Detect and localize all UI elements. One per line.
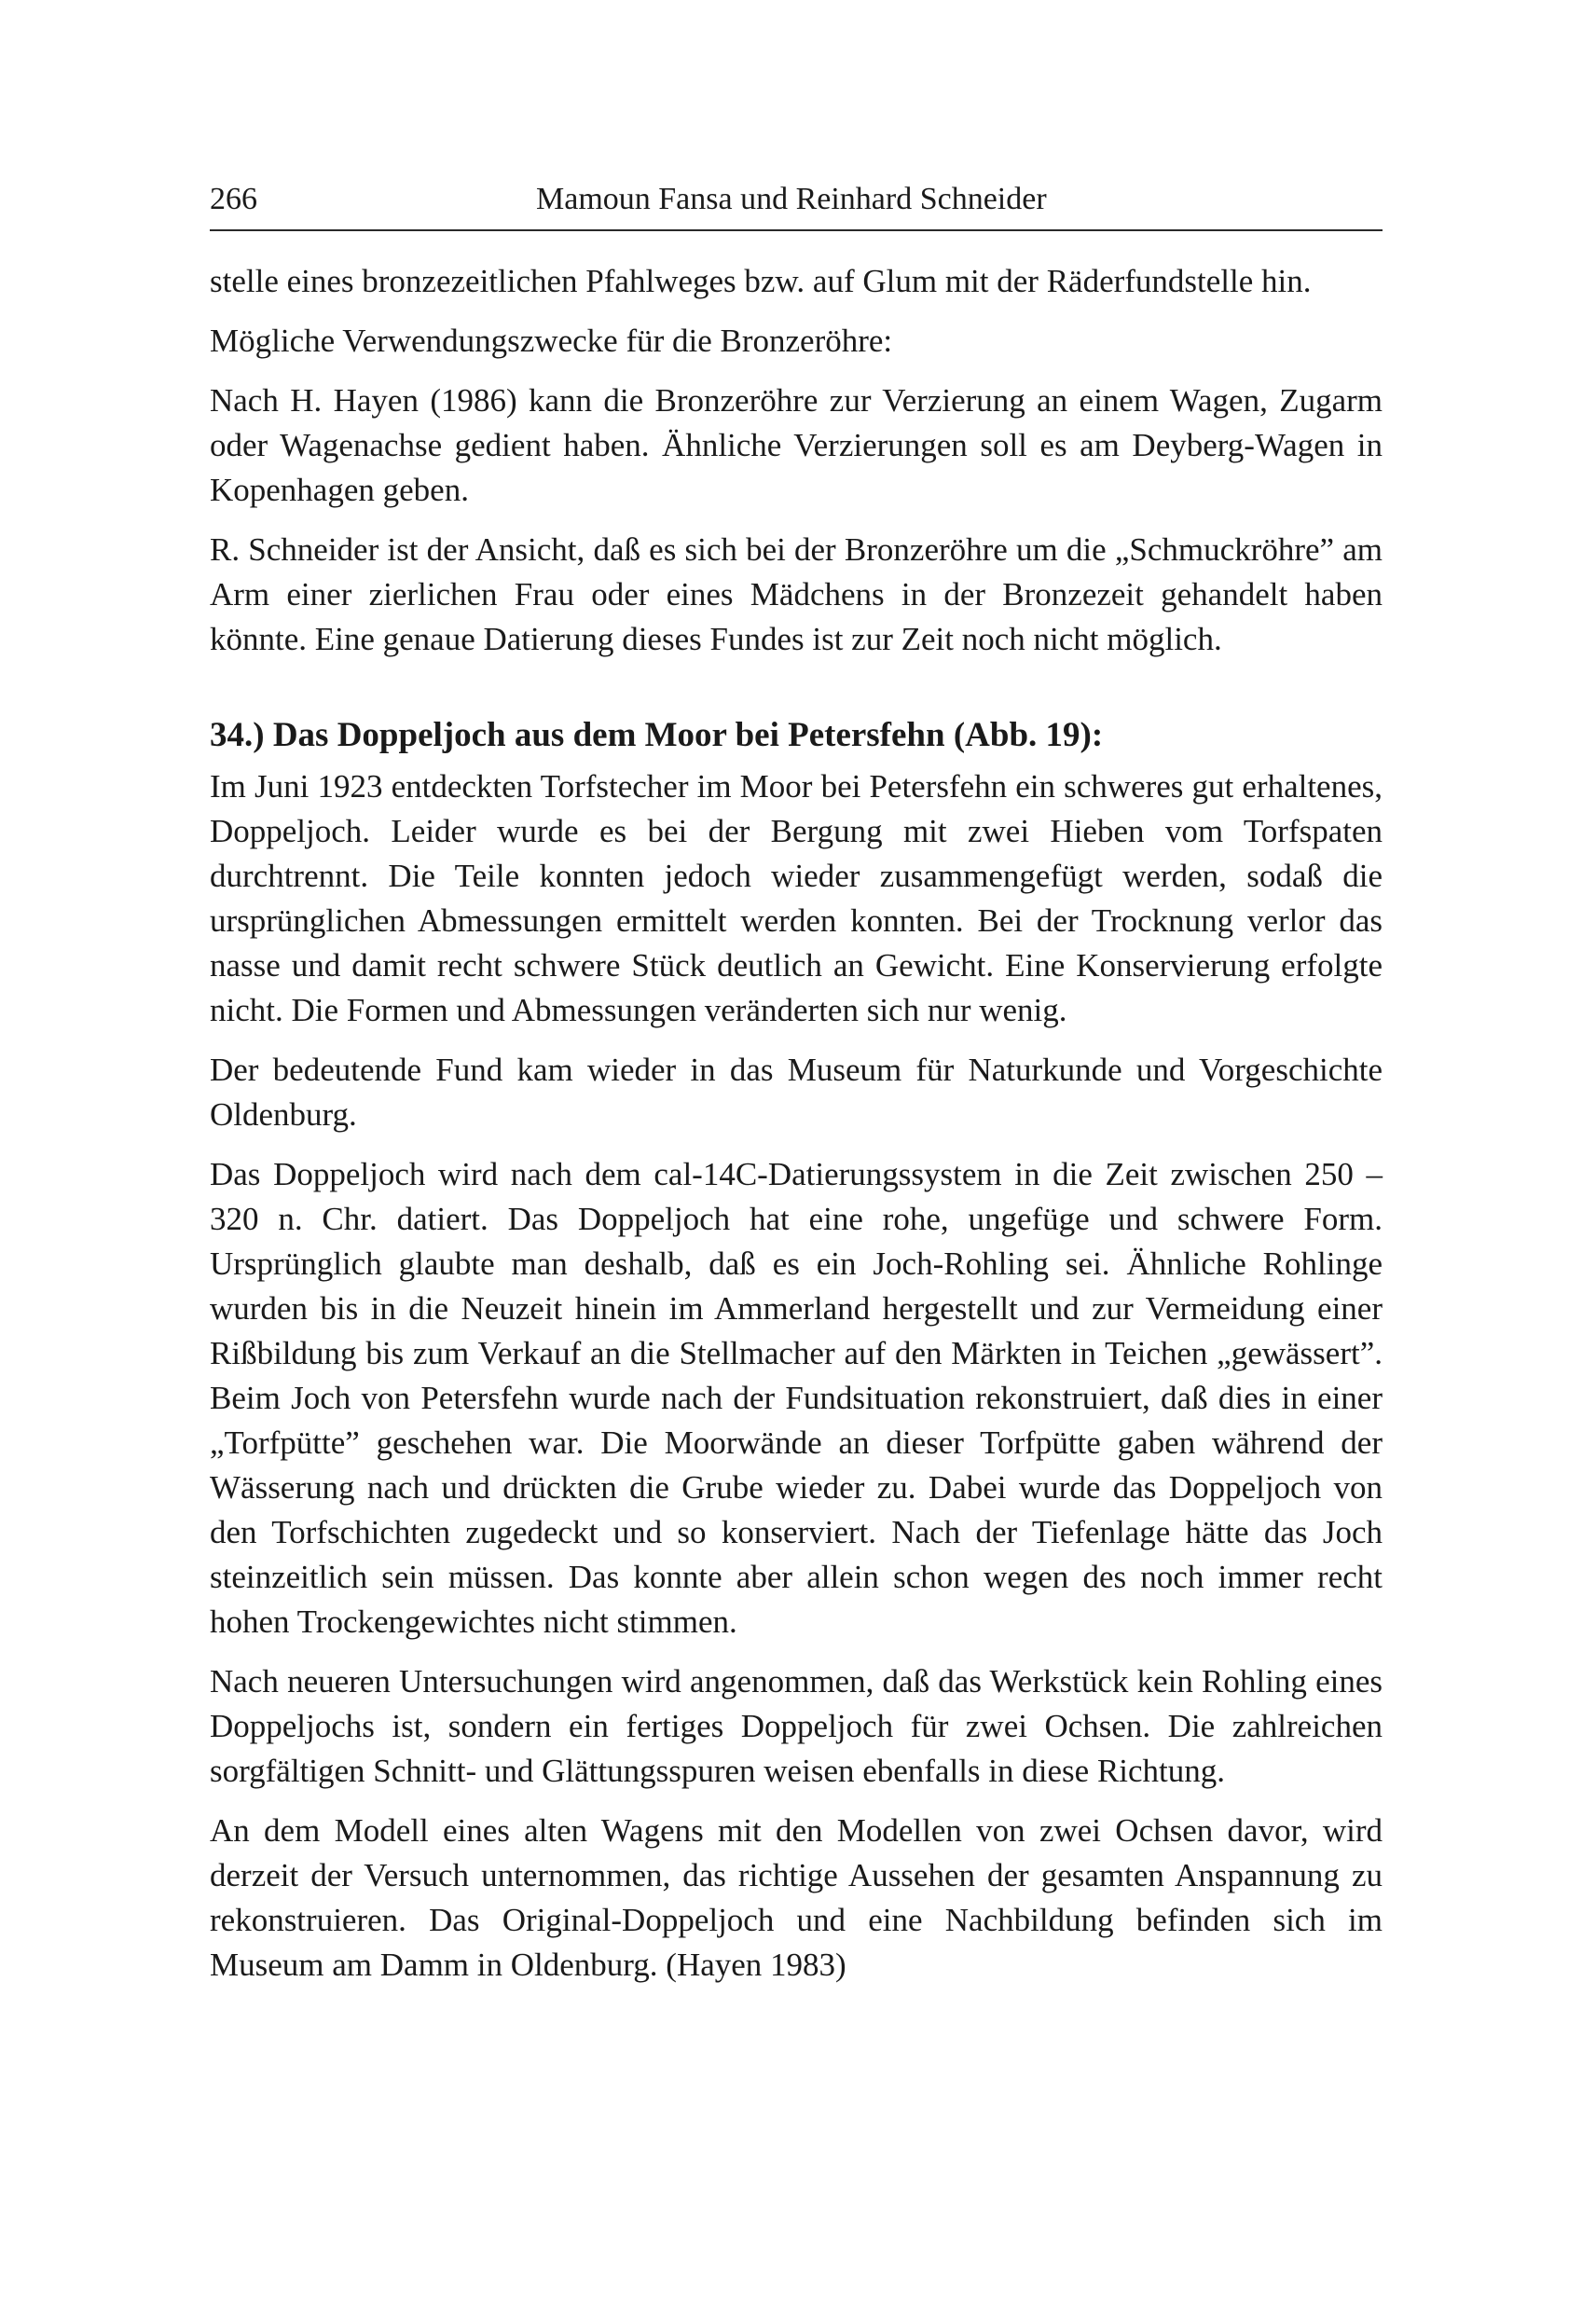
paragraph: An dem Modell eines alten Wagens mit den Modellen von zwei Ochsen davor, wird derzeit der Versuch unternommen, das richtige Aussehen der gesamten Anspannung zu rekonstruieren. Das Original-Doppeljoch und eine Nachbildung befinden sich im Museum am Damm in Oldenburg. (Hayen 1983) bbox=[210, 1812, 1383, 1983]
body-text bbox=[210, 259, 1383, 1988]
paragraph: Der bedeutende Fund kam wieder in das Museum für Naturkunde und Vorgeschichte Oldenburg. bbox=[210, 1052, 1383, 1133]
paragraph: Im Juni 1923 entdeckten Torfstecher im Moor bei Petersfehn ein schweres gut erhaltenes, Doppeljoch. Leider wurde es bei der Bergung mit zwei Hieben vom Torfspaten durchtrennt. Die Teile konnten jedoch wieder zusammengefügt werden, sodaß die ursprünglichen Abmessungen ermittelt werden konnten. Bei der Trocknung verlor das nasse und damit recht schwere Stück deutlich an Gewicht. Eine Konservierung erfolgte nicht. Die Formen und Abmessungen veränderten sich nur wenig. bbox=[210, 768, 1383, 1028]
section-heading: 34.) Das Doppeljoch aus dem Moor bei Petersfehn (Abb. 19): bbox=[210, 716, 1104, 754]
paragraph: Mögliche Verwendungszwecke für die Bronzeröhre: bbox=[210, 323, 893, 359]
document-page bbox=[210, 177, 1383, 2002]
paragraph: Nach neueren Untersuchungen wird angenommen, daß das Werkstück kein Rohling eines Doppeljochs ist, sondern ein fertiges Doppeljoch für zwei Ochsen. Die zahlreichen sorgfältigen Schnitt- und Glättungsspuren weisen ebenfalls in diese Richtung. bbox=[210, 1663, 1383, 1789]
running-title: Mamoun Fansa und Reinhard Schneider bbox=[536, 182, 1047, 216]
paragraph: stelle eines bronzezeitlichen Pfahlweges bzw. auf Glum mit der Räderfundstelle hin. bbox=[210, 263, 1312, 299]
running-head bbox=[210, 177, 1383, 231]
paragraph: Das Doppeljoch wird nach dem cal-14C-Datierungssystem in die Zeit zwischen 250 – 320 n. Chr. datiert. Das Doppeljoch hat eine rohe, ungefüge und schwere Form. Ursprünglich glaubte man deshalb, daß es ein Joch-Rohling sei. Ähnliche Rohlinge wurden bis in die Neuzeit hinein im Ammerland hergestellt und zur Vermeidung einer Rißbildung bis zum Verkauf an die Stellmacher auf den Märkten in Teichen „gewässert”. Beim Joch von Petersfehn wurde nach der Fundsituation rekonstruiert, daß dies in einer „Torfpütte” geschehen war. Die Moorwände an dieser Torfpütte gaben während der Wässerung nach und drückten die Grube wieder zu. Dabei wurde das Doppeljoch von den Torfschichten zugedeckt und so konserviert. Nach der Tiefenlage hätte das Joch steinzeitlich sein müssen. Das konnte aber allein schon wegen des noch immer recht hohen Trockengewichtes nicht stimmen. bbox=[210, 1156, 1383, 1640]
paragraph: R. Schneider ist der Ansicht, daß es sich bei der Bronzeröhre um die „Schmuckröhre” am Arm einer zierlichen Frau oder eines Mädchens in der Bronzezeit gehandelt haben könnte. Eine genaue Datierung dieses Fundes ist zur Zeit noch nicht möglich. bbox=[210, 531, 1383, 657]
page-number: 266 bbox=[210, 182, 257, 216]
paragraph: Nach H. Hayen (1986) kann die Bronzeröhre zur Verzierung an einem Wagen, Zugarm oder Wagenachse gedient haben. Ähnliche Verzierungen soll es am Deyberg-Wagen in Kopenhagen geben. bbox=[210, 382, 1383, 508]
